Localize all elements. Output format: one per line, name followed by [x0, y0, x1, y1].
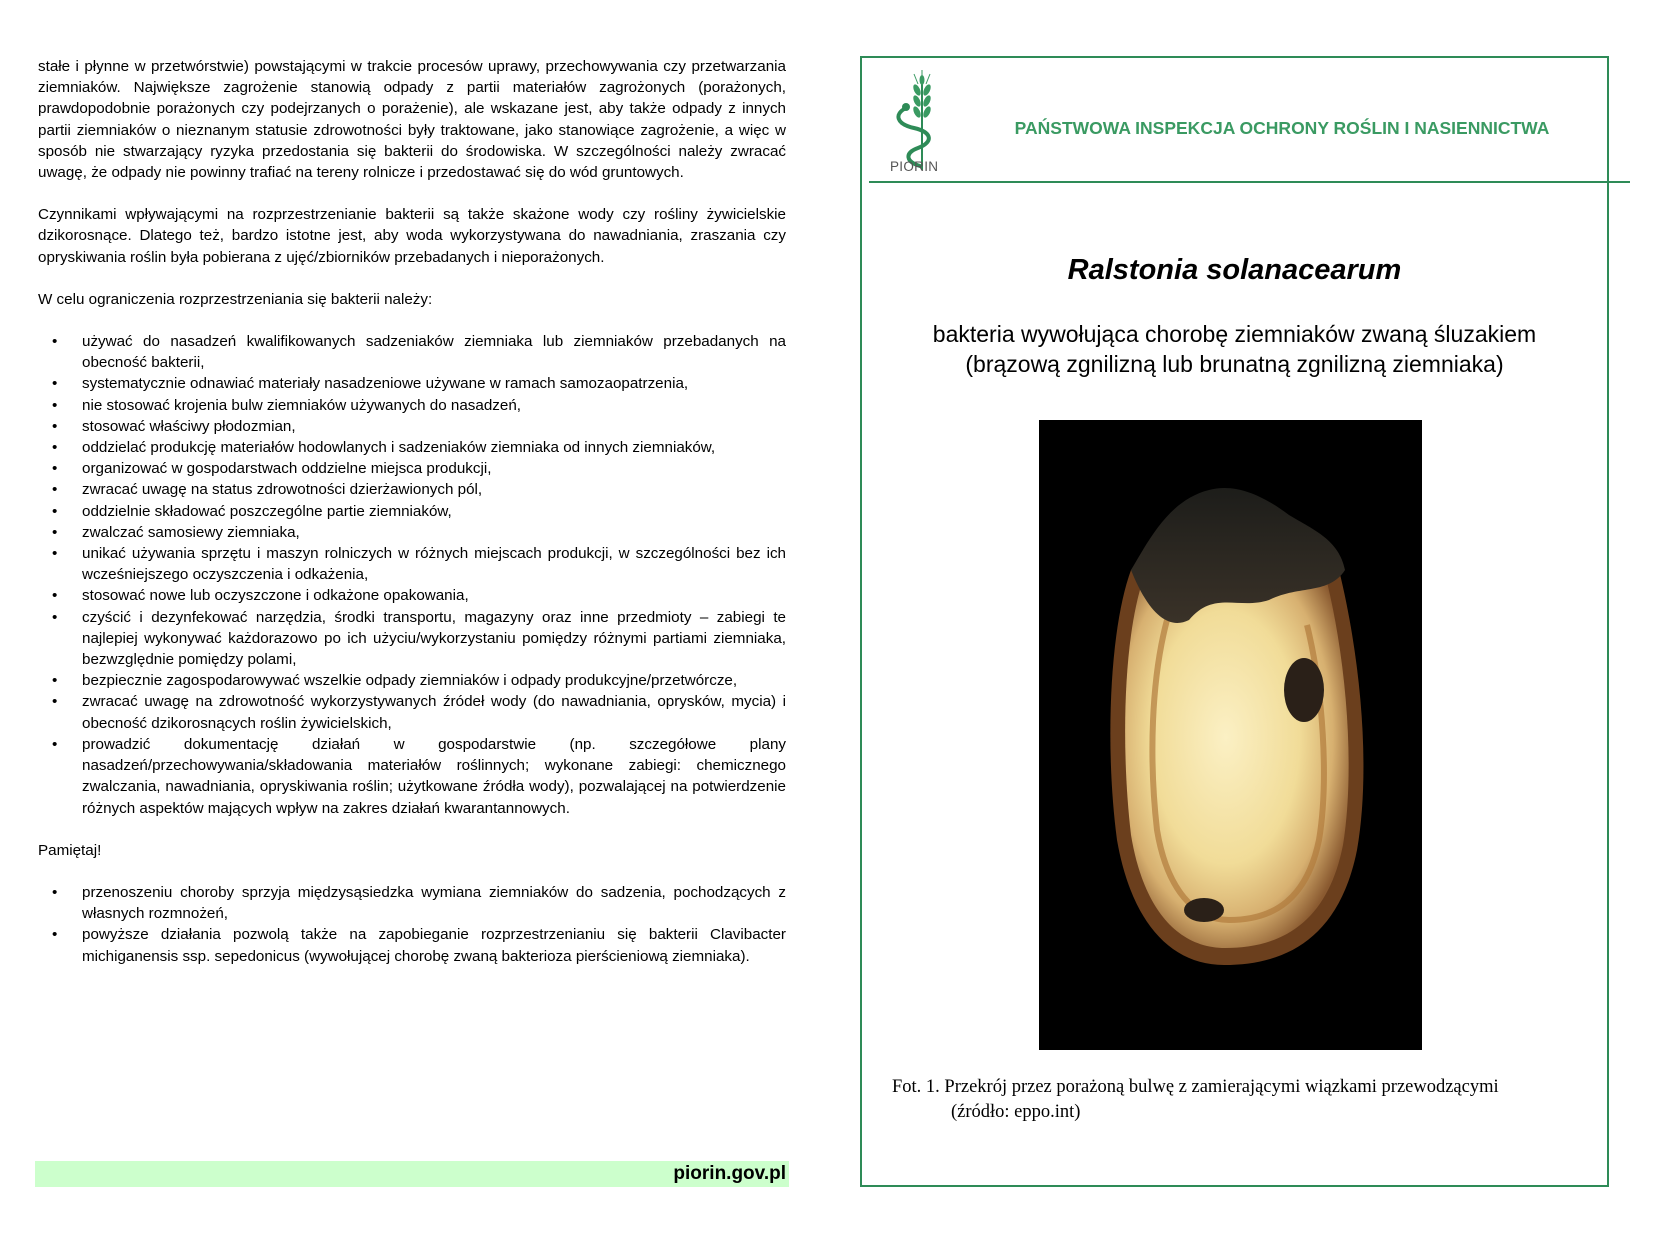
list-item: • używać do nasadzeń kwalifikowanych sadzeniaków ziemniaka lub ziemniaków przebadanych na obecność bakterii,	[38, 331, 786, 373]
list-item: • oddzielnie składować poszczególne partie ziemniaków,	[38, 501, 786, 522]
list-item: • stosować właściwy płodozmian,	[38, 416, 786, 437]
document-subtitle	[862, 319, 1607, 379]
remember-label: Pamiętaj!	[38, 841, 102, 859]
remember-list	[38, 882, 786, 967]
water-paragraph: Czynnikami wpływającymi na rozprzestrzenianie bakterii są także skażone wody czy rośliny żywicielskie dzikorosnące. Dlatego też, bardzo istotne jest, aby woda wykorzystywana do nawadniania, zraszania czy opryskiwania roślin była pobierana z ujęć/zbiorników przebadanych i nieporażonych.	[38, 206, 786, 266]
measures-intro: W celu ograniczenia rozprzestrzeniania się bakterii należy:	[38, 290, 433, 308]
tuber-cross-section-photo	[1039, 420, 1422, 1050]
measures-list	[38, 331, 786, 819]
organization-name: PAŃSTWOWA INSPEKCJA OCHRONY ROŚLIN I NASIENNICTWA	[1014, 118, 1550, 138]
list-item: • powyższe działania pozwolą także na zapobieganie rozprzestrzenianiu się bakterii Clavibacter michiganensis ssp. sepedonicus (wywołującej chorobę zwaną bakterioza pierścieniową ziemniaka).	[38, 924, 786, 966]
list-item: • systematycznie odnawiać materiały nasadzeniowe używane w ramach samozaopatrzenia,	[38, 373, 786, 394]
intro-paragraph: stałe i płynne w przetwórstwie) powstającymi w trakcie procesów uprawy, przechowywania czy przetwarzania ziemniaków. Największe zagrożenie stanowią odpady z partii materiałów zagrożonych (porażonych, prawdopodobnie porażonych czy podejrzanych o porażenie), ale wskazane jest, aby także odpady z innych partii ziemniaków o nieznanym statusie zdrowotności były traktowane, jako stanowiące zagrożenie, a więc w sposób nie stwarzający ryzyka przedostania się bakterii do środowiska. W szczególności należy zwracać uwagę, że odpady nie powinny trafiać na tereny rolnicze i przedostawać się do wód gruntowych.	[38, 58, 786, 182]
list-item: • nie stosować krojenia bulw ziemniaków używanych do nasadzeń,	[38, 395, 786, 416]
list-item: • zwalczać samosiewy ziemniaka,	[38, 522, 786, 543]
list-item: • organizować w gospodarstwach oddzielne miejsca produkcji,	[38, 458, 786, 479]
list-item: • przenoszeniu choroby sprzyja międzysąsiedzka wymiana ziemniaków do sadzenia, pochodzących z własnych rozmnożeń,	[38, 882, 786, 924]
subtitle-line: (brązową zgnilizną lub brunatną zgnilizną ziemniaka)	[965, 351, 1504, 377]
list-item: • zwracać uwagę na zdrowotność wykorzystywanych źródeł wody (do nawadniania, oprysków, mycia) i obecność dzikorosnących roślin żywicielskich,	[38, 691, 786, 733]
list-item: • stosować nowe lub oczyszczone i odkażone opakowania,	[38, 585, 786, 606]
tuber-illustration	[1039, 420, 1422, 1050]
list-item: • oddzielać produkcję materiałów hodowlanych i sadzeniaków ziemniaka od innych ziemniaków,	[38, 437, 786, 458]
footer-url[interactable]: piorin.gov.pl	[673, 1163, 786, 1184]
subtitle-line: bakteria wywołująca chorobę ziemniaków zwaną śluzakiem	[932, 321, 1537, 347]
list-item: • unikać używania sprzętu i maszyn rolniczych w różnych miejscach produkcji, w szczególności bez ich wcześniejszego oczyszczenia i odkażenia,	[38, 543, 786, 585]
caption-source: (źródło: eppo.int)	[951, 1102, 1081, 1122]
list-item: • bezpiecznie zagospodarowywać wszelkie odpady ziemniaków i odpady produkcyjne/przetwórcze,	[38, 670, 786, 691]
list-item: • zwracać uwagę na status zdrowotności dzierżawionych pól,	[38, 479, 786, 500]
info-panel	[860, 56, 1609, 1187]
caption-line: Fot. 1. Przekrój przez porażoną bulwę z zamierającymi wiązkami przewodzącymi	[892, 1077, 1499, 1097]
header-divider	[869, 181, 1630, 183]
document-title: Ralstonia solanacearum	[1067, 254, 1402, 286]
logo-text: PIORIN	[890, 159, 939, 174]
list-item: • prowadzić dokumentację działań w gospodarstwie (np. szczegółowe plany nasadzeń/przechowywania/składowania materiałów roślinnych; wykonane zabiegi: chemicznego zwalczania, nawadniania, opryskiwania roślin; użytkowane źródła wody), pozwalającej na potwierdzenie różnych aspektów mających wpływ na zakres działań kwarantannowych.	[38, 734, 786, 819]
footer-url-bar	[35, 1161, 789, 1187]
photo-caption	[892, 1075, 1582, 1125]
list-item: • czyścić i dezynfekować narzędzia, środki transportu, magazyny oraz inne przedmioty – zabiegi te najlepiej wykonywać każdorazowo po ich użyciu/wykorzystaniu pomiędzy różnymi partiami ziemniaka, bezwzględnie pomiędzy polami,	[38, 607, 786, 671]
left-column	[38, 56, 786, 988]
